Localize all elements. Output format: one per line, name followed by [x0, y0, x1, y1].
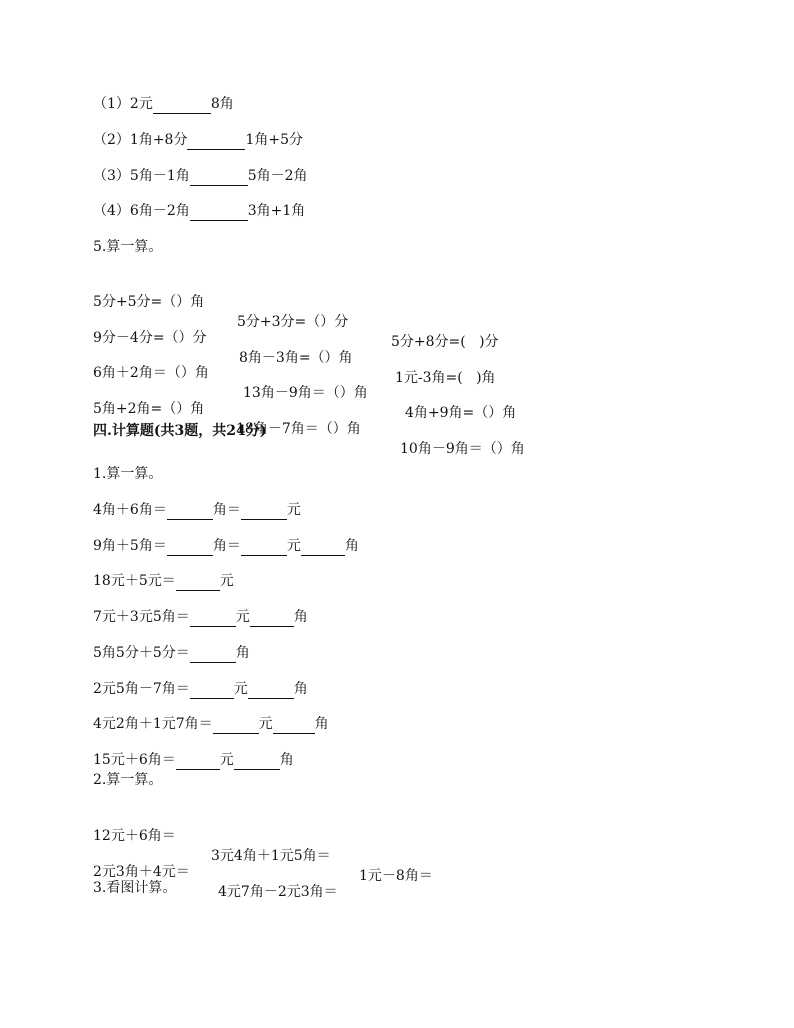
compare-left: （2）1角+8分: [93, 132, 188, 148]
unit: 元: [233, 681, 248, 697]
q5-item: 9分－4分=（）分: [93, 330, 207, 346]
q5-item: 1元-3角=( )角: [395, 370, 496, 386]
expr: 4元2角＋1元7角＝: [93, 716, 213, 732]
expr: 2元5角－7角＝: [93, 681, 190, 697]
p1-line-2: [93, 536, 359, 556]
p1-line-1: [93, 500, 301, 520]
p1-line-7: [93, 714, 329, 734]
answer-blank[interactable]: [241, 541, 287, 556]
p1-line-4: [93, 607, 308, 627]
q5-item: 18角－7角＝（）角: [236, 421, 361, 437]
unit: 元: [219, 752, 234, 768]
answer-blank[interactable]: [273, 719, 315, 734]
unit: 元: [286, 502, 301, 518]
q5-title: 5.算一算。: [93, 239, 163, 255]
compare-item-3: [93, 166, 308, 186]
p2-item: 2元3角＋4元＝: [93, 864, 190, 880]
answer-blank[interactable]: [190, 206, 248, 221]
p1-title: 1.算一算。: [93, 466, 163, 482]
compare-right: 8角: [210, 96, 234, 112]
q5-item: 4角+9角=（）角: [405, 405, 517, 421]
p1-line-6: [93, 679, 308, 699]
compare-right: 5角－2角: [247, 168, 308, 184]
answer-blank[interactable]: [248, 684, 294, 699]
q5-item: 5分+5分=（）角: [93, 294, 205, 310]
p1-line-5: [93, 643, 250, 663]
answer-blank[interactable]: [234, 755, 280, 770]
p2-item: 1元－8角＝: [359, 868, 433, 884]
compare-left: （1）2元: [93, 96, 153, 112]
unit: 元: [286, 538, 301, 554]
p2-item: 4元7角－2元3角＝: [218, 884, 338, 900]
answer-blank[interactable]: [190, 684, 234, 699]
p1-line-3: [93, 571, 234, 591]
q5-item: 8角－3角=（）角: [239, 350, 353, 366]
unit: 元: [258, 716, 273, 732]
unit: 角: [235, 645, 250, 661]
p3-title: 3.看图计算。: [93, 880, 177, 896]
section-heading: 四.计算题(共3题，共24分): [93, 423, 267, 439]
answer-blank[interactable]: [153, 99, 211, 114]
unit: 角＝: [212, 538, 241, 554]
p2-item: 3元4角＋1元5角＝: [211, 848, 331, 864]
p1-line-8: [93, 750, 294, 770]
q5-item: 13角－9角＝（）角: [243, 385, 368, 401]
q5-item: 6角＋2角＝（）角: [93, 365, 209, 381]
answer-blank[interactable]: [176, 576, 220, 591]
unit: 元: [219, 573, 234, 589]
compare-item-1: [93, 94, 234, 114]
expr: 9角＋5角＝: [93, 538, 167, 554]
answer-blank[interactable]: [187, 135, 245, 150]
expr: 15元＋6角＝: [93, 752, 176, 768]
expr: 4角＋6角＝: [93, 502, 167, 518]
compare-right: 1角+5分: [245, 132, 303, 148]
answer-blank[interactable]: [190, 648, 236, 663]
unit: 角: [293, 681, 308, 697]
answer-blank[interactable]: [250, 612, 294, 627]
answer-blank[interactable]: [167, 541, 213, 556]
p2-title: 2.算一算。: [93, 772, 163, 788]
q5-item: 5角+2角=（）角: [93, 401, 205, 417]
expr: 18元＋5元＝: [93, 573, 176, 589]
answer-blank[interactable]: [241, 505, 287, 520]
answer-blank[interactable]: [213, 719, 259, 734]
compare-item-2: [93, 130, 303, 150]
unit: 角: [314, 716, 329, 732]
answer-blank[interactable]: [176, 755, 220, 770]
q5-item: 10角－9角＝（）角: [400, 441, 525, 457]
unit: 角: [279, 752, 294, 768]
compare-right: 3角+1角: [247, 203, 306, 219]
compare-left: （4）6角－2角: [93, 203, 190, 219]
unit: 元: [235, 609, 250, 625]
unit: 角: [293, 609, 308, 625]
q5-item: 5分+3分=（）分: [237, 314, 349, 330]
answer-blank[interactable]: [190, 171, 248, 186]
answer-blank[interactable]: [301, 541, 345, 556]
q5-item: 5分+8分=( )分: [391, 334, 499, 350]
p2-item: 12元＋6角＝: [93, 828, 176, 844]
compare-left: （3）5角－1角: [93, 168, 190, 184]
unit: 角: [344, 538, 359, 554]
answer-blank[interactable]: [190, 612, 236, 627]
compare-item-4: [93, 201, 305, 221]
expr: 5角5分＋5分＝: [93, 645, 190, 661]
expr: 7元＋3元5角＝: [93, 609, 190, 625]
answer-blank[interactable]: [167, 505, 213, 520]
unit: 角＝: [212, 502, 241, 518]
